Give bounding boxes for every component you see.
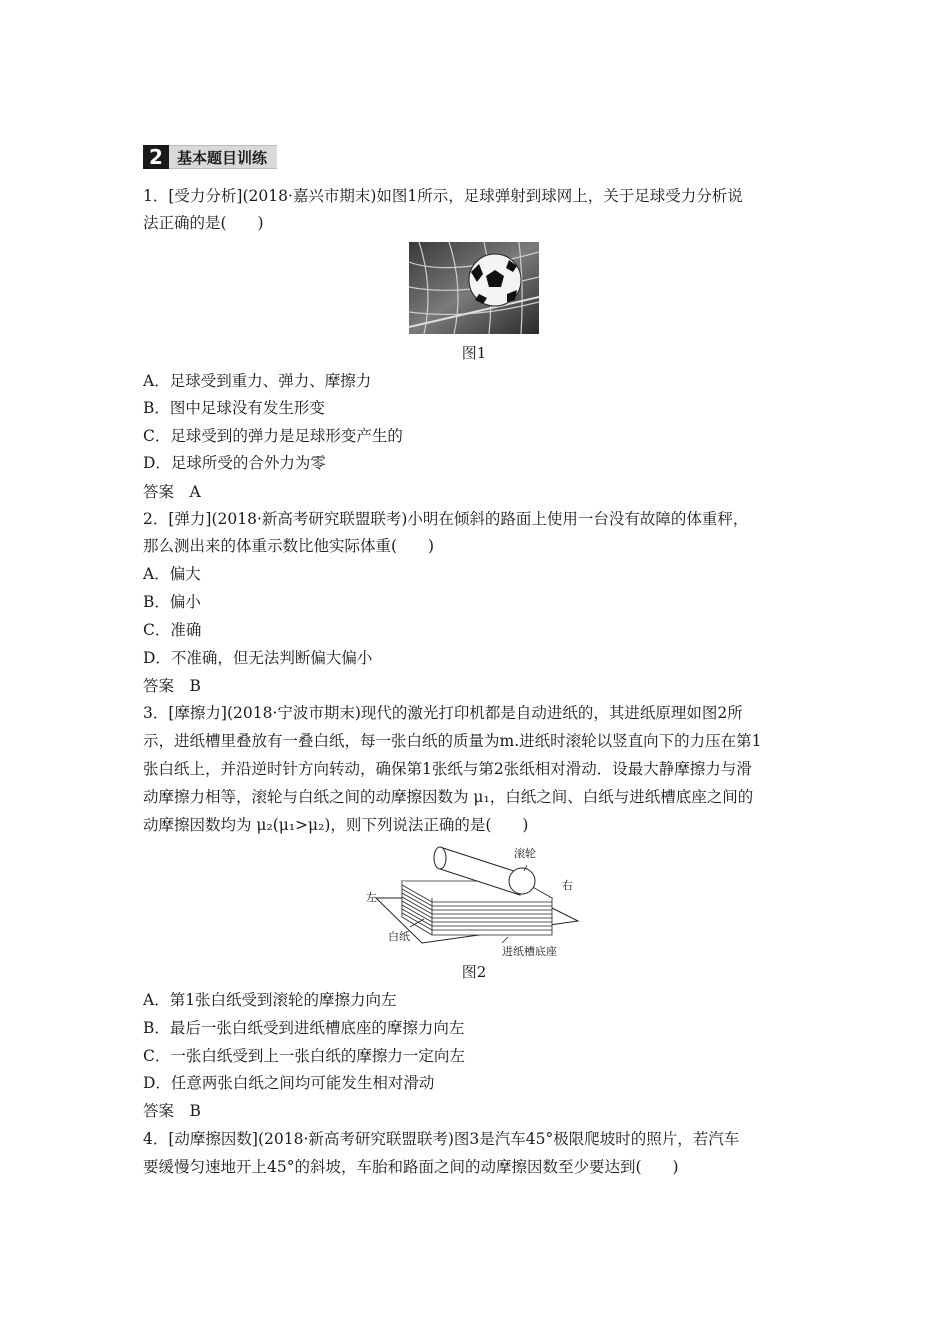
q3-option-a: A．第1张白纸受到滚轮的摩擦力向左 (143, 991, 397, 1009)
q3-stem-line-2: 示，进纸槽里叠放有一叠白纸，每一张白纸的质量为m.进纸时滚轮以竖直向下的力压在第1 (143, 732, 762, 750)
q4-stem-line-1: 4．[动摩擦因数](2018·新高考研究联盟联考)图3是汽车45°极限爬坡时的照片，若汽车 (143, 1130, 740, 1148)
q4-stem-line-2: 要缓慢匀速地开上45°的斜坡，车胎和路面之间的动摩擦因数至少要达到( ) (143, 1158, 679, 1176)
right-label: 右 (562, 879, 573, 892)
q3-stem-line-4: 动摩擦力相等，滚轮与白纸之间的动摩擦因数为 μ₁，白纸之间、白纸与进纸槽底座之间的 (143, 788, 754, 806)
q2-option-c: C．准确 (143, 621, 202, 639)
q2-option-a: A．偏大 (143, 565, 201, 583)
q1-option-b: B．图中足球没有发生形变 (143, 399, 325, 417)
figure-2-caption: 图2 (461, 963, 487, 981)
figure-2-paper-feed-diagram (362, 843, 582, 958)
q1-stem-line-1: 1．[受力分析](2018·嘉兴市期末)如图1所示，足球弹射到球网上，关于足球受力分析说 (143, 187, 743, 205)
q3-option-c: C．一张白纸受到上一张白纸的摩擦力一定向左 (143, 1047, 465, 1065)
q2-stem-line-1: 2．[弹力](2018·新高考研究联盟联考)小明在倾斜的路面上使用一台没有故障的体重秤， (143, 510, 749, 528)
left-label: 左 (366, 891, 377, 904)
q3-stem-line-3: 张白纸上，并沿逆时针方向转动，确保第1张纸与第2张纸相对滑动．设最大静摩擦力与滑 (143, 760, 752, 778)
section-title: 基本题目训练 (169, 145, 277, 169)
tray-base-label: 进纸槽底座 (502, 945, 557, 958)
q3-stem-line-1: 3．[摩擦力](2018·宁波市期末)现代的激光打印机都是自动进纸的，其进纸原理如图2所 (143, 704, 743, 722)
q1-option-c: C．足球受到的弹力是足球形变产生的 (143, 427, 403, 445)
q1-option-d: D．足球所受的合外力为零 (143, 454, 326, 472)
paper-label: 白纸 (388, 930, 410, 943)
q1-answer: 答案 A (143, 483, 201, 501)
q2-option-b: B．偏小 (143, 593, 201, 611)
q2-option-d: D．不准确，但无法判断偏大偏小 (143, 649, 373, 667)
q2-answer: 答案 B (143, 677, 201, 695)
q3-stem-line-5: 动摩擦因数均为 μ₂(μ₁>μ₂)，则下列说法正确的是( ) (143, 816, 529, 834)
q3-answer: 答案 B (143, 1102, 201, 1120)
q1-option-a: A．足球受到重力、弹力、摩擦力 (143, 372, 372, 390)
q2-stem-line-2: 那么测出来的体重示数比他实际体重( ) (143, 537, 435, 555)
q1-stem-line-2: 法正确的是( ) (143, 214, 264, 232)
figure-1-caption: 图1 (461, 344, 487, 362)
section-number: 2 (143, 145, 169, 169)
q3-option-d: D．任意两张白纸之间均可能发生相对滑动 (143, 1074, 435, 1092)
roller-label: 滚轮 (514, 847, 536, 860)
section-header (143, 145, 277, 169)
q3-option-b: B．最后一张白纸受到进纸槽底座的摩擦力向左 (143, 1019, 465, 1037)
figure-1-soccer-ball-in-net (409, 242, 539, 334)
